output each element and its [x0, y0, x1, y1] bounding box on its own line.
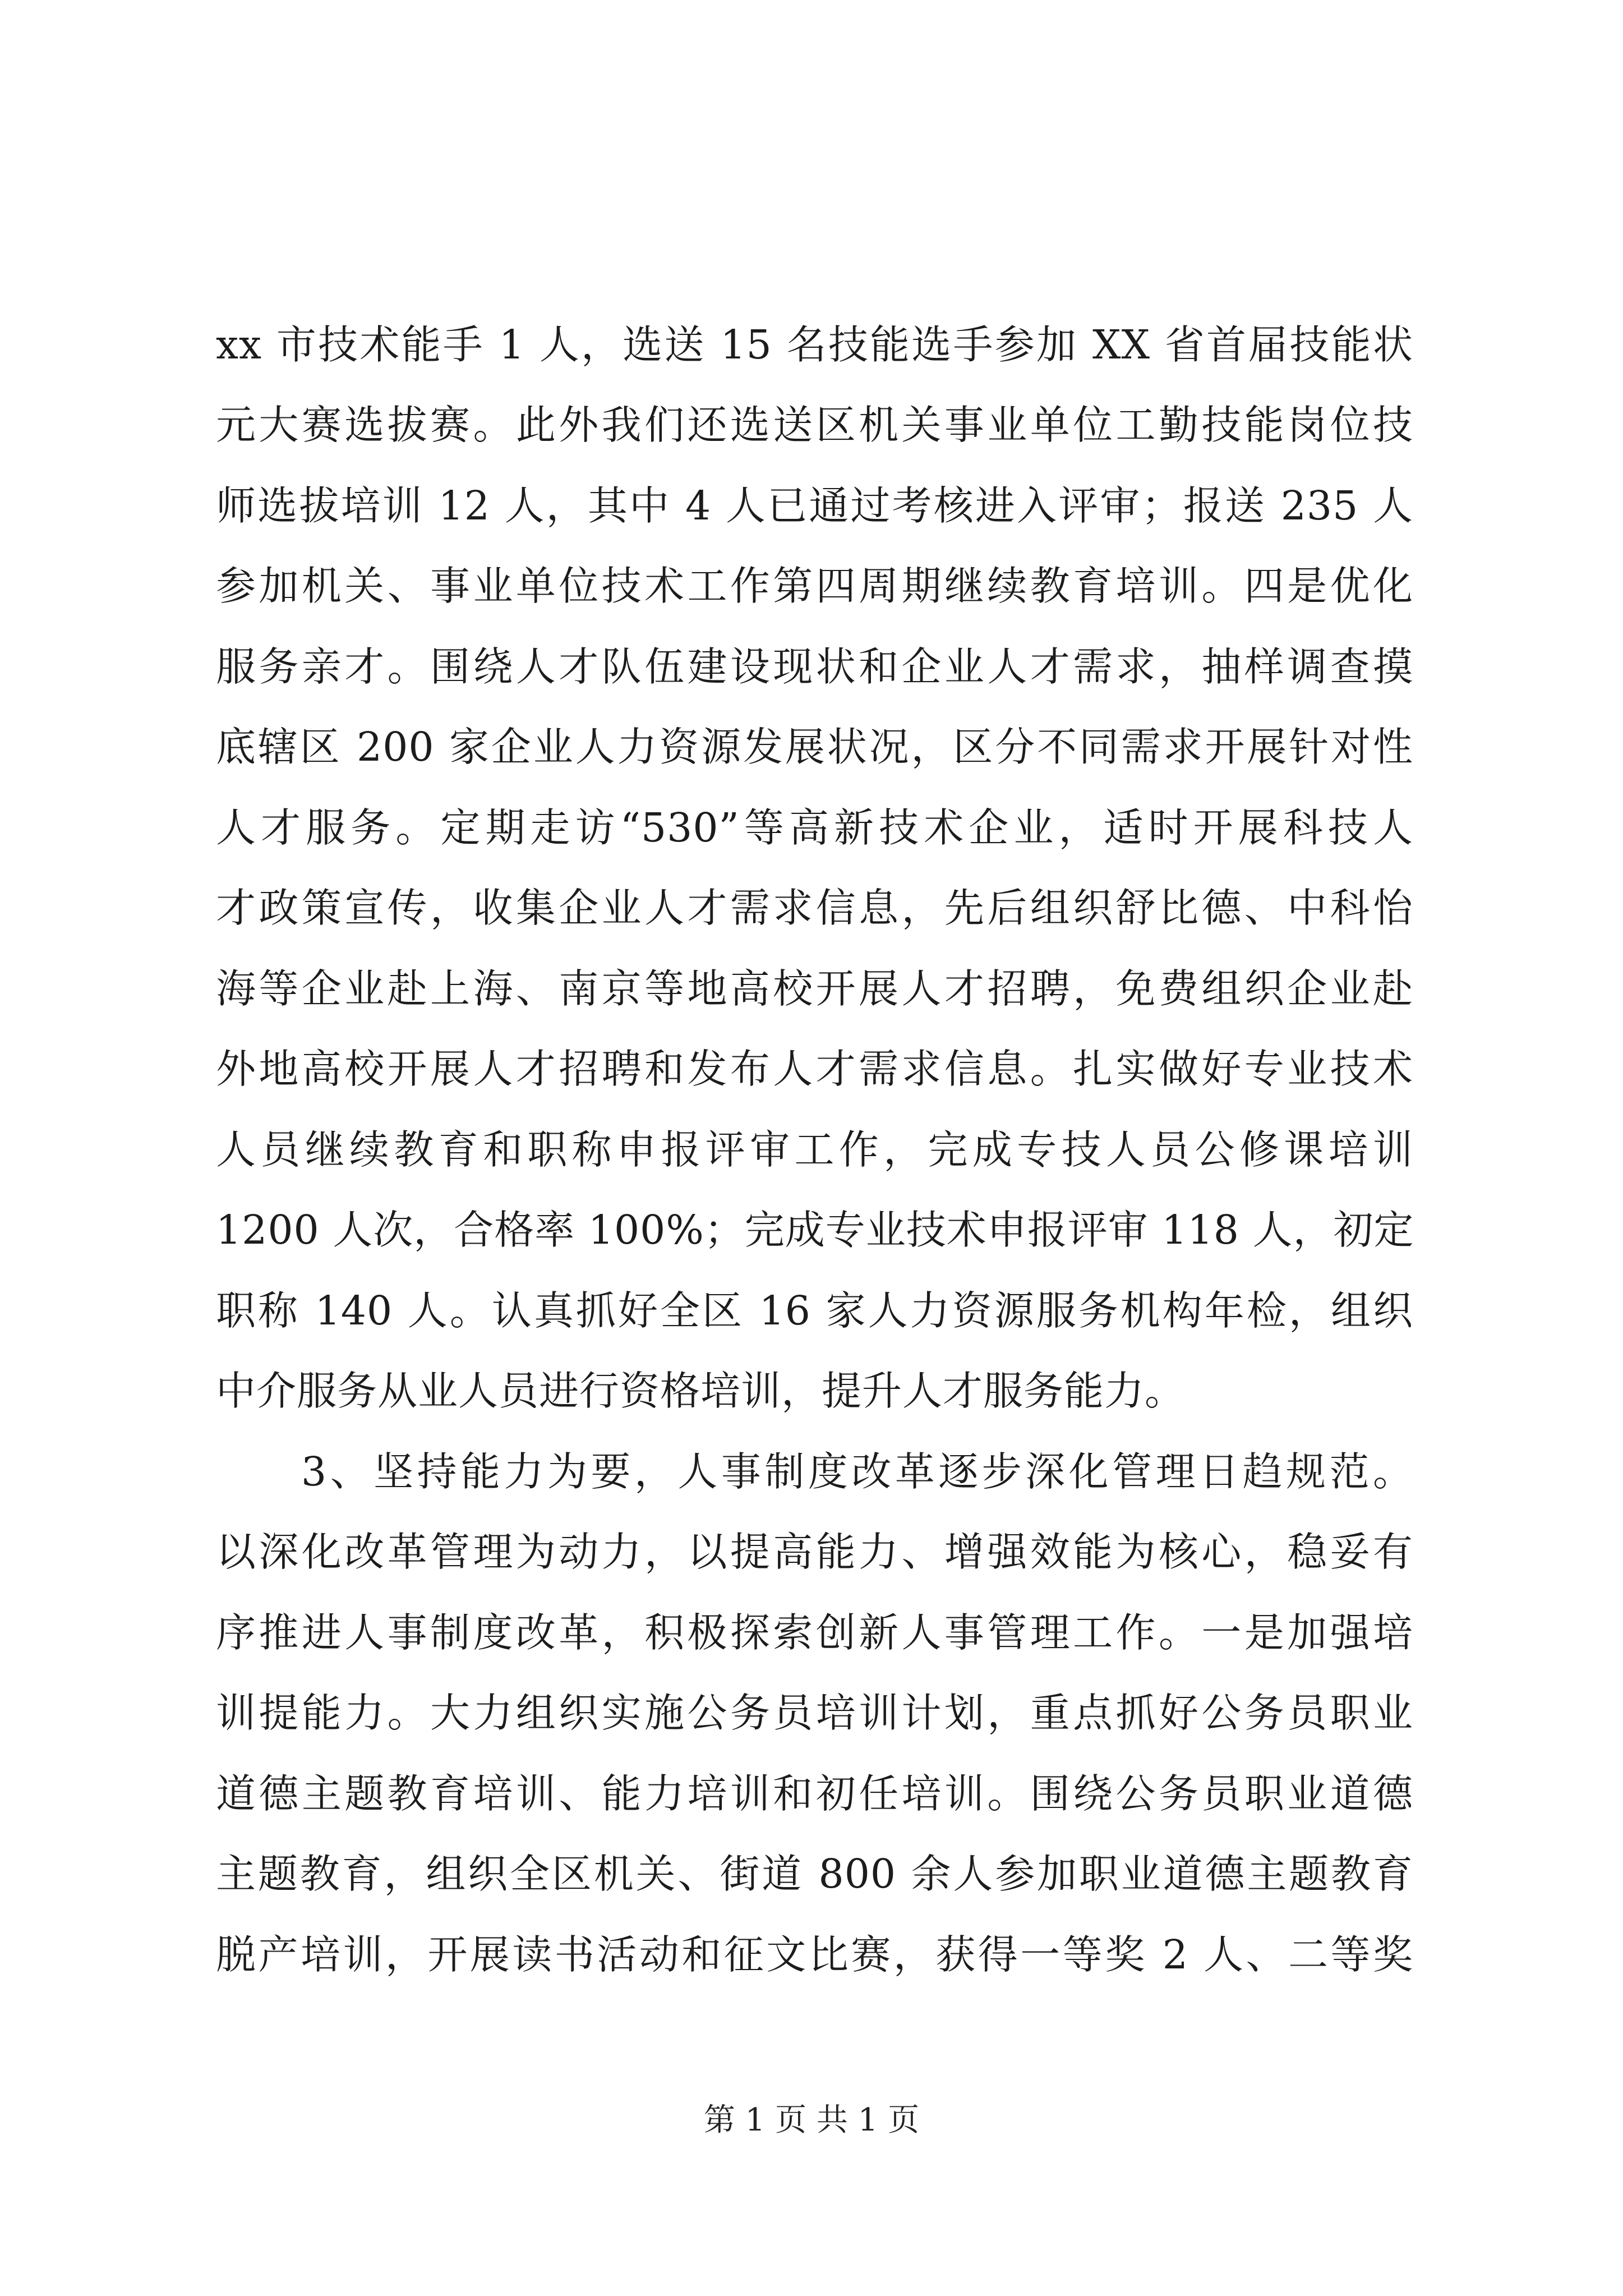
text-line: 1200 人次，合格率 100%；完成专业技术申报评审 118 人，初定 [216, 1207, 1414, 1253]
text-line: 道德主题教育培训、能力培训和初任培训。围绕公务员职业道德 [216, 1770, 1413, 1817]
text-line: xx 市技术能手 1 人，选送 15 名技能选手参加 XX 省首届技能状 [216, 321, 1413, 368]
text-line: 中介服务从业人员进行资格培训，提升人才服务能力。 [216, 1368, 1186, 1414]
text-line: 主题教育，组织全区机关、街道 800 余人参加职业道德主题教育 [216, 1851, 1413, 1897]
section-heading-line: 3、坚持能力为要，人事制度改革逐步深化管理日趋规范。 [301, 1448, 1413, 1495]
text-line: 师选拔培训 12 人，其中 4 人已通过考核进入评审；报送 235 人 [216, 482, 1413, 529]
text-line: 外地高校开展人才招聘和发布人才需求信息。扎实做好专业技术 [216, 1046, 1413, 1092]
text-line: 以深化改革管理为动力，以提高能力、增强效能为核心，稳妥有 [216, 1529, 1413, 1575]
text-line: 脱产培训，开展读书活动和征文比赛，获得一等奖 2 人、二等奖 [216, 1931, 1413, 1978]
text-line: 参加机关、事业单位技术工作第四周期继续教育培训。四是优化 [216, 563, 1413, 609]
text-line: 人员继续教育和职称申报评审工作，完成专技人员公修课培训 [216, 1126, 1413, 1173]
text-line: 职称 140 人。认真抓好全区 16 家人力资源服务机构年检，组织 [216, 1287, 1413, 1334]
text-line: 元大赛选拔赛。此外我们还选送区机关事业单位工勤技能岗位技 [216, 402, 1413, 448]
text-line: 人才服务。定期走访“530”等高新技术企业，适时开展科技人 [216, 804, 1413, 851]
text-line: 底辖区 200 家企业人力资源发展状况，区分不同需求开展针对性 [216, 724, 1413, 770]
text-line: 才政策宣传，收集企业人才需求信息，先后组织舒比德、中科怡 [216, 885, 1413, 931]
text-line: 服务亲才。围绕人才队伍建设现状和企业人才需求，抽样调查摸 [216, 643, 1413, 690]
text-line: 训提能力。大力组织实施公务员培训计划，重点抓好公务员职业 [216, 1690, 1413, 1736]
page-footer: 第 1 页 共 1 页 [703, 2102, 920, 2138]
text-line: 序推进人事制度改革，积极探索创新人事管理工作。一是加强培 [216, 1609, 1413, 1656]
text-line: 海等企业赴上海、南京等地高校开展人才招聘，免费组织企业赴 [216, 965, 1413, 1012]
